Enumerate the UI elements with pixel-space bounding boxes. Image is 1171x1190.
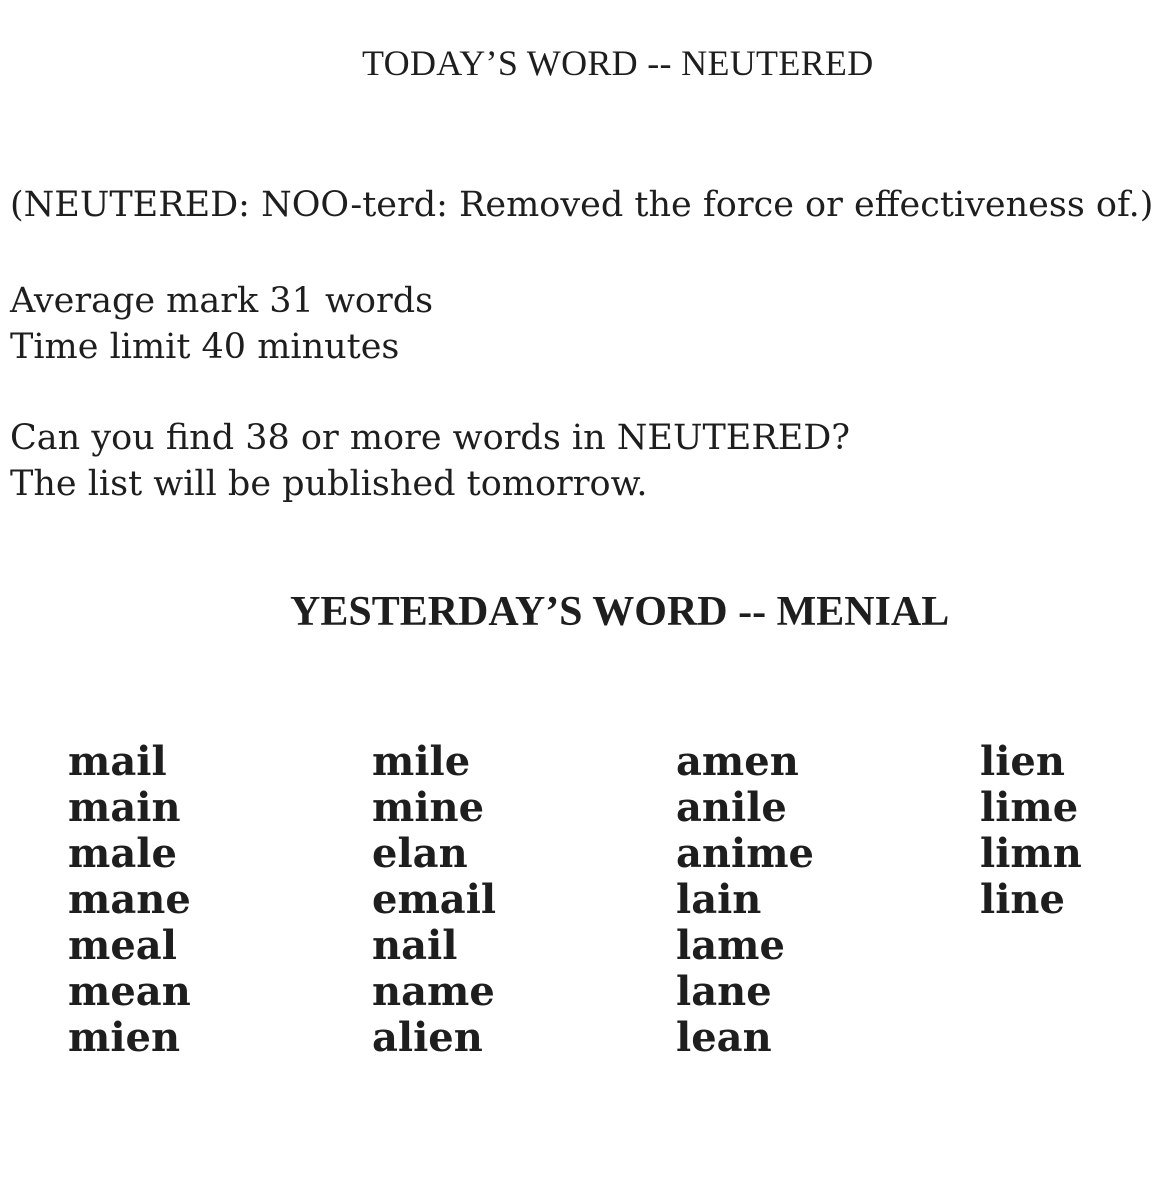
time-limit: Time limit 40 minutes bbox=[10, 327, 400, 367]
challenge-text bbox=[10, 415, 850, 507]
answer-word: mane bbox=[68, 876, 191, 923]
answer-word: mail bbox=[68, 738, 167, 785]
word-column-2 bbox=[372, 739, 496, 1061]
publish-note: The list will be published tomorrow. bbox=[10, 464, 648, 504]
yesterdays-word-title: YESTERDAY’S WORD -- MENIAL bbox=[290, 589, 950, 635]
puzzle-stats bbox=[10, 278, 433, 370]
answer-word: lain bbox=[676, 876, 762, 923]
answer-word: lean bbox=[676, 1014, 772, 1061]
answer-word: alien bbox=[372, 1014, 483, 1061]
answer-word: mine bbox=[372, 784, 485, 831]
answer-word: name bbox=[372, 968, 495, 1015]
answer-word: meal bbox=[68, 922, 177, 969]
answer-word: lime bbox=[980, 784, 1079, 831]
answer-word: mien bbox=[68, 1014, 181, 1061]
answer-word: email bbox=[372, 876, 497, 923]
word-column-4 bbox=[980, 739, 1082, 923]
answer-word: anile bbox=[676, 784, 787, 831]
answer-word: elan bbox=[372, 830, 468, 877]
answer-word: amen bbox=[676, 738, 799, 785]
answer-word: anime bbox=[676, 830, 814, 877]
word-column-1 bbox=[68, 739, 191, 1061]
challenge-question: Can you find 38 or more words in NEUTERED? bbox=[10, 418, 851, 458]
answer-word: limn bbox=[980, 830, 1082, 877]
answer-word: nail bbox=[372, 922, 458, 969]
answer-word: lame bbox=[676, 922, 785, 969]
answer-word: mean bbox=[68, 968, 191, 1015]
answer-word: lane bbox=[676, 968, 772, 1015]
answer-word: lien bbox=[980, 738, 1065, 785]
answer-word: male bbox=[68, 830, 177, 877]
answer-word: line bbox=[980, 876, 1065, 923]
word-column-3 bbox=[676, 739, 814, 1061]
average-mark: Average mark 31 words bbox=[10, 281, 434, 321]
word-definition: (NEUTERED: NOO-terd: Removed the force or effectiveness of.) bbox=[10, 185, 1154, 225]
answer-word: main bbox=[68, 784, 181, 831]
todays-word-title: TODAY’S WORD -- NEUTERED bbox=[362, 43, 874, 83]
answer-word: mile bbox=[372, 738, 471, 785]
